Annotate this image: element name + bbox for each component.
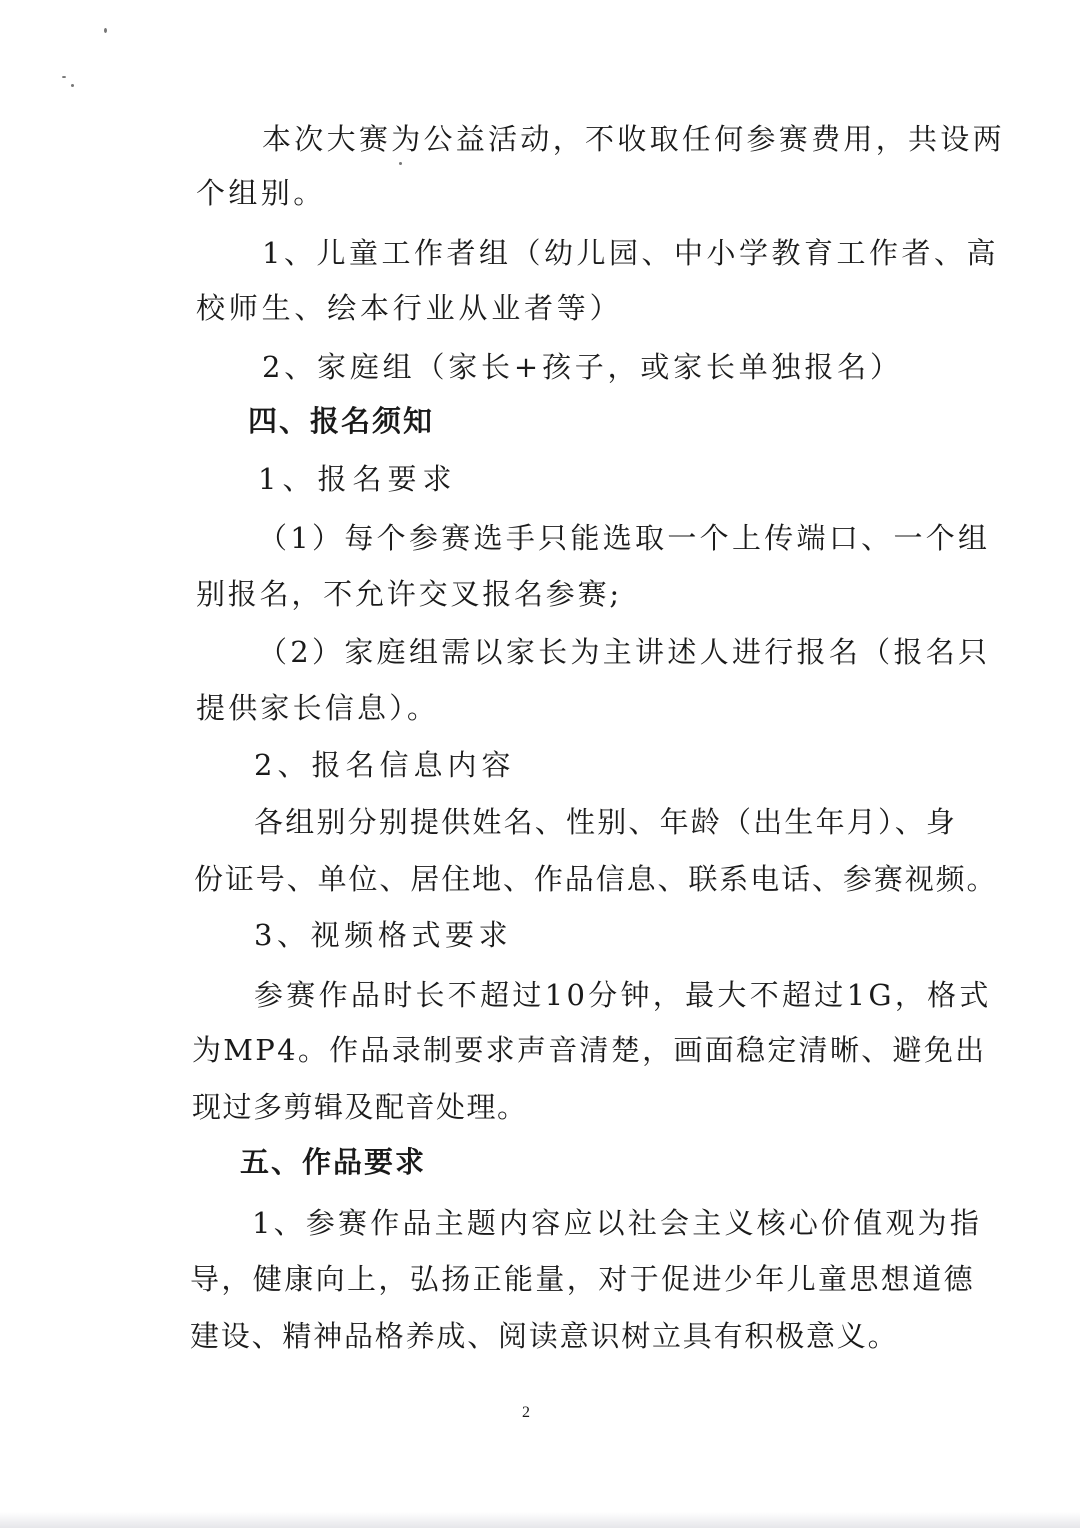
body-paragraph-line: （1）每个参赛选手只能选取一个上传端口、一个组 <box>258 521 991 555</box>
body-paragraph-line: 现过多剪辑及配音处理。 <box>192 1090 528 1124</box>
body-paragraph-line: 1、参赛作品主题内容应以社会主义核心价值观为指 <box>252 1206 983 1240</box>
subsection-heading: 3、视频格式要求 <box>254 918 513 952</box>
body-paragraph-line: 校师生、绘本行业从业者等） <box>196 291 623 325</box>
body-paragraph-line: 建设、精神品格养成、阅读意识树立具有积极意义。 <box>190 1319 899 1353</box>
subsection-heading: 1、报名要求 <box>258 462 458 496</box>
body-paragraph-line: 参赛作品时长不超过10分钟，最大不超过1G，格式 <box>254 978 992 1012</box>
section-heading: 四、报名须知 <box>248 404 435 438</box>
section-heading: 五、作品要求 <box>240 1145 427 1179</box>
subsection-heading: 2、报名信息内容 <box>254 748 516 782</box>
body-paragraph-line: 别报名，不允许交叉报名参赛; <box>196 577 622 611</box>
body-paragraph-line: 2、家庭组（家长+孩子，或家长单独报名） <box>262 350 903 384</box>
body-paragraph-line: 为MP4。作品录制要求声音清楚，画面稳定清晰、避免出 <box>192 1033 987 1067</box>
scan-speck <box>62 76 66 78</box>
page-number: 2 <box>522 1404 530 1421</box>
body-paragraph-line: 个组别。 <box>196 176 326 210</box>
body-paragraph-line: 提供家长信息）。 <box>196 691 440 725</box>
body-paragraph-line: 本次大赛为公益活动，不收取任何参赛费用，共设两 <box>262 122 1005 156</box>
scan-speck <box>399 162 402 165</box>
body-paragraph-line: 各组别分别提供姓名、性别、年龄（出生年月）、身 <box>254 805 958 839</box>
scan-bottom-edge <box>0 1512 1080 1528</box>
scan-speck <box>71 84 74 87</box>
body-paragraph-line: 1、儿童工作者组（幼儿园、中小学教育工作者、高 <box>262 236 999 270</box>
body-paragraph-line: 导，健康向上，弘扬正能量，对于促进少年儿童思想道德 <box>190 1262 976 1296</box>
scan-speck <box>104 28 107 33</box>
body-paragraph-line: （2）家庭组需以家长为主讲述人进行报名（报名只 <box>258 635 991 669</box>
body-paragraph-line: 份证号、单位、居住地、作品信息、联系电话、参赛视频。 <box>194 862 998 896</box>
